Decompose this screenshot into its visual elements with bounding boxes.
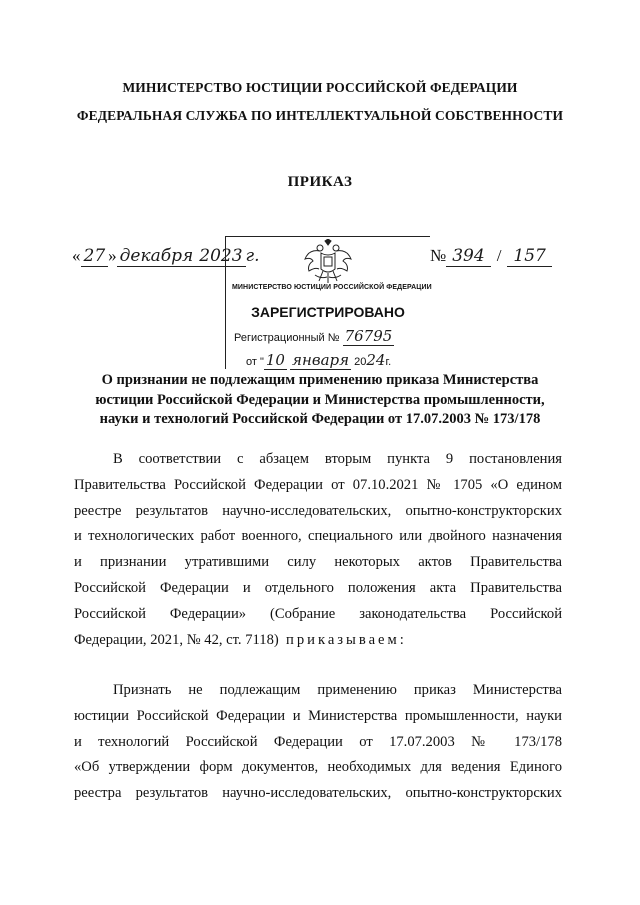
- title-line: науки и технологий Российской Федерации от 17.07.2003 № 173/178: [99, 411, 541, 427]
- stamp-organization: МИНИСТЕРСТВО ЮСТИЦИИ РОССИЙСКОЙ ФЕДЕРАЦИИ: [232, 284, 432, 291]
- paragraph-line: Российской Федерации и отдельного положения акта Правительства: [74, 579, 562, 596]
- title-line: юстиции Российской Федерации и Министерства промышленности,: [95, 391, 545, 408]
- paragraph-line: реестре результатов научно-исследовательских, опытно-конструкторских: [74, 502, 562, 519]
- date-year: 2023: [196, 246, 245, 267]
- paragraph-line: юстиции Российской Федерации и Министерства промышленности, науки: [74, 707, 562, 724]
- stamp-reg-number: 76795: [344, 327, 393, 345]
- stamp-date-month: января: [292, 351, 350, 369]
- paragraph-line-final: [74, 628, 562, 654]
- order-number: [430, 246, 552, 266]
- paragraph-line: реестра результатов научно-исследовательских, опытно-конструкторских: [74, 785, 562, 802]
- stamp-registered: ЗАРЕГИСТРИРОВАНО: [251, 304, 405, 320]
- document-title: [0, 371, 640, 430]
- date-month: декабря: [117, 246, 197, 267]
- ministry-header: МИНИСТЕРСТВО ЮСТИЦИИ РОССИЙСКОЙ ФЕДЕРАЦИИ: [122, 80, 518, 95]
- registration-stamp: [225, 236, 430, 369]
- stamp-date-suffix: г.: [385, 356, 392, 368]
- paragraph-line: и признании утратившими силу некоторых актов Правительства: [74, 554, 562, 571]
- order-verb: приказываем:: [286, 631, 407, 648]
- service-header: ФЕДЕРАЛЬНАЯ СЛУЖБА ПО ИНТЕЛЛЕКТУАЛЬНОЙ СОБСТВЕННОСТИ: [76, 108, 564, 123]
- document-type: ПРИКАЗ: [287, 174, 353, 190]
- stamp-date-prefix: от ": [246, 356, 264, 368]
- number-prefix: №: [430, 246, 447, 265]
- number-separator: /: [496, 246, 502, 265]
- number-part-1: 394: [446, 246, 490, 267]
- paragraph-preamble: [74, 447, 562, 653]
- date-year-suffix: г.: [245, 246, 260, 266]
- paragraph-line-text: Федерации, 2021, № 42, ст. 7118): [74, 631, 279, 648]
- paragraph-line: и технологий Российской Федерации от 17.07.2003 № 173/178: [74, 733, 562, 750]
- paragraph-line: «Об утверждении форм документов, необходимых для ведения Единого: [74, 759, 562, 776]
- stamp-registration-line: [234, 327, 394, 345]
- stamp-date-year: 24: [366, 351, 386, 369]
- stamp-reg-label: Регистрационный №: [234, 332, 340, 344]
- date-open-quote: «: [72, 246, 81, 265]
- date-close-quote: »: [108, 246, 117, 265]
- paragraph-decision: [74, 678, 562, 807]
- paragraph-line: и технологических работ военного, специального или двойного назначения: [74, 528, 562, 545]
- paragraph-line: Признать не подлежащим применению приказ Министерства: [113, 682, 562, 698]
- stamp-date-day: 10: [265, 351, 285, 369]
- title-line: О признании не подлежащим применению приказа Министерства: [101, 372, 539, 388]
- paragraph-line: Правительства Российской Федерации от 07.10.2021 № 1705 «О едином: [74, 476, 562, 493]
- stamp-date-line: [246, 351, 391, 369]
- date-day: 27: [81, 246, 109, 267]
- double-headed-eagle-icon: [301, 239, 355, 285]
- stamp-date-year-prefix: 20: [354, 356, 367, 368]
- paragraph-line: Российской Федерации» (Собрание законодательства Российской: [74, 605, 562, 622]
- paragraph-line: В соответствии с абзацем вторым пункта 9 постановления: [113, 451, 562, 467]
- number-part-2: 157: [507, 246, 551, 267]
